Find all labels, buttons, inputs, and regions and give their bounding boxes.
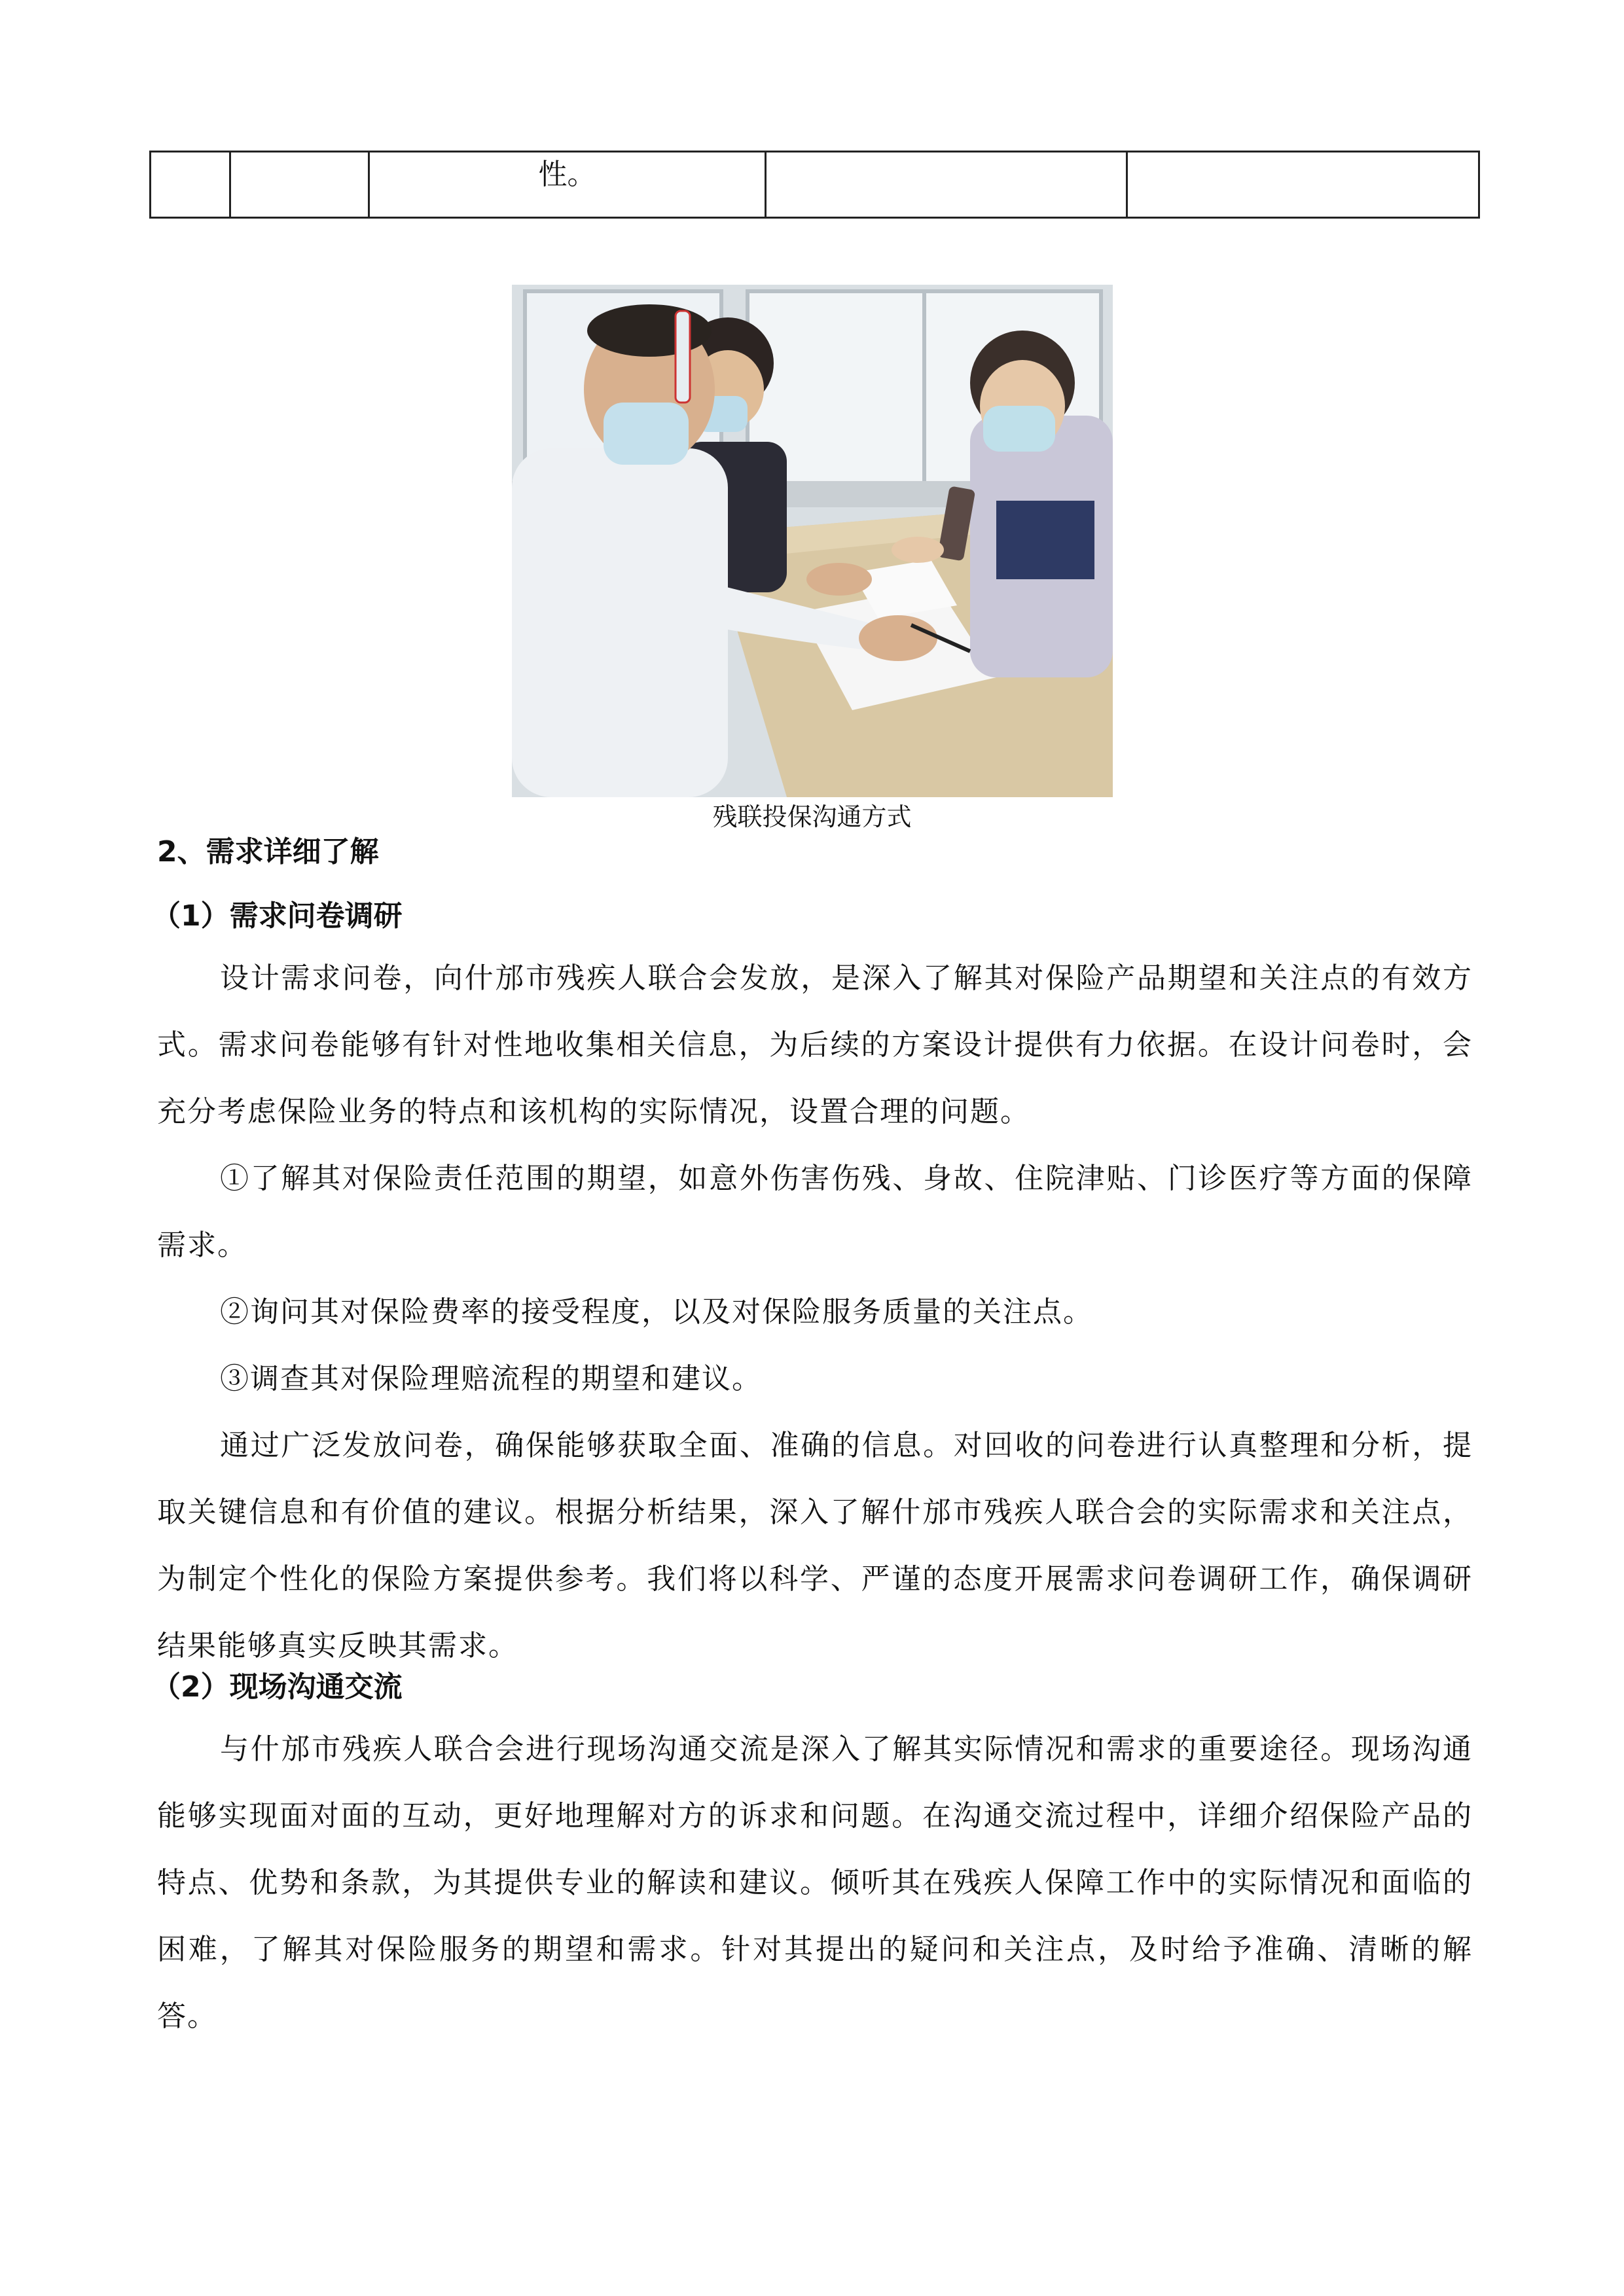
paragraph: 与什邡市残疾人联合会进行现场沟通交流是深入了解其实际情况和需求的重要途径。现场沟通能够实现面对面的互动，更好地理解对方的诉求和问题。在沟通交流过程中，详细介绍保险产品的特点、优势和条款，为其提供专业的解读和建议。倾听其在残疾人保障工作中的实际情况和面临的困难，了解其对保险服务的期望和需求。针对其提出的疑问和关注点，及时给予准确、清晰的解答。	[157, 1732, 1473, 2033]
section-heading: 2、需求详细了解	[157, 835, 379, 869]
paragraph: 设计需求问卷，向什邡市残疾人联合会发放，是深入了解其对保险产品期望和关注点的有效方式。需求问卷能够有针对性地收集相关信息，为后续的方案设计提供有力依据。在设计问卷时，会充分考虑保险业务的特点和该机构的实际情况，设置合理的问题。	[157, 961, 1473, 1128]
table-row	[151, 152, 1479, 218]
table-cell	[1127, 152, 1479, 218]
subsection-heading-2: （2）现场沟通交流	[152, 1670, 403, 1704]
list-item: ②询问其对保险费率的接受程度，以及对保险服务质量的关注点。	[220, 1295, 1093, 1329]
figure-caption: 残联投保沟通方式	[712, 802, 912, 831]
table-cell	[230, 152, 369, 218]
meeting-photo	[512, 285, 1113, 797]
table-cell: 性。	[369, 152, 766, 218]
table-fragment	[149, 151, 1480, 219]
table-cell	[151, 152, 230, 218]
subsection-heading-1: （1）需求问卷调研	[152, 899, 403, 933]
paragraph: 通过广泛发放问卷，确保能够获取全面、准确的信息。对回收的问卷进行认真整理和分析，提取关键信息和有价值的建议。根据分析结果，深入了解什邡市残疾人联合会的实际需求和关注点，为制定个性化的保险方案提供参考。我们将以科学、严谨的态度开展需求问卷调研工作，确保调研结果能够真实反映其需求。	[157, 1429, 1473, 1662]
table-cell	[766, 152, 1127, 218]
list-item: ③调查其对保险理赔流程的期望和建议。	[220, 1362, 762, 1395]
list-item: ①了解其对保险责任范围的期望，如意外伤害伤残、身故、住院津贴、门诊医疗等方面的保障需求。	[157, 1162, 1473, 1262]
